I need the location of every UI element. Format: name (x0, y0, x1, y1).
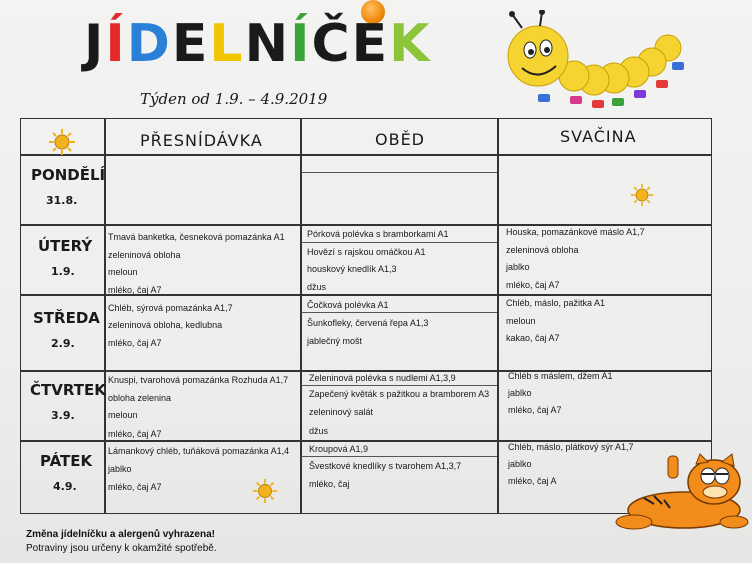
lunch-item: Čočková polévka A1 (307, 300, 389, 310)
title-letter: K (389, 14, 432, 74)
snack1-item: zeleninová obloha, kedlubna (108, 320, 223, 330)
lunch-item: zeleninový salát (309, 407, 374, 417)
day-date: 3.9. (51, 409, 75, 422)
title-letter: L (209, 14, 245, 74)
day-name: STŘEDA (33, 309, 100, 327)
header-lunch: OBĚD (375, 130, 425, 149)
lunch-item: jablečný mošt (307, 336, 363, 346)
day-name: ÚTERÝ (38, 237, 93, 255)
lunch-item: Zeleninová polévka s nudlemi A1,3,9 (309, 373, 456, 383)
title-letter: J (84, 14, 106, 74)
snack2-item: Chléb, máslo, pažitka A1 (506, 298, 606, 308)
sun-icon (252, 478, 278, 504)
snack1-item: obloha zelenina (108, 393, 172, 403)
title-letter: E (351, 14, 390, 74)
snack1-item: mléko, čaj A7 (108, 285, 162, 295)
snack1-item: mléko, čaj A7 (108, 429, 162, 439)
title-letter: D (126, 14, 172, 74)
disclaimer-line: Potraviny jsou určeny k okamžité spotřebě. (26, 543, 217, 554)
lunch-item: houskový knedlík A1,3 (307, 264, 397, 274)
snack1-item: Chléb, sýrová pomazánka A1,7 (108, 303, 233, 313)
day-name: PÁTEK (40, 452, 93, 470)
garfield-illustration (604, 452, 750, 532)
page-title (84, 14, 431, 74)
header-snack1: PŘESNÍDÁVKA (140, 131, 263, 150)
snack1-item: Knuspi, tvarohová pomazánka Rozhuda A1,7 (108, 375, 289, 385)
snack2-item: Chléb, máslo, plátkový sýr A1,7 (508, 442, 634, 452)
lunch-item: Hovězí s rajskou omáčkou A1 (307, 247, 426, 257)
lunch-item: Šunkofleky, červená řepa A1,3 (307, 318, 429, 328)
snack2-item: mléko, čaj A (508, 476, 557, 486)
snack2-item: jablko (508, 459, 532, 469)
lunch-item: Pórková polévka s bramborkami A1 (307, 229, 449, 239)
sun-icon (630, 183, 654, 207)
day-date: 4.9. (53, 480, 77, 493)
disclaimer-line: Změna jídelníčku a alergenů vyhrazena! (26, 529, 215, 540)
title-letter: Í (105, 14, 127, 74)
snack2-item: kakao, čaj A7 (506, 333, 560, 343)
snack2-item: Houska, pomazánkové máslo A1,7 (506, 227, 645, 237)
snack1-item: mléko, čaj A7 (108, 482, 162, 492)
snack1-item: meloun (108, 410, 138, 420)
snack2-item: meloun (506, 316, 536, 326)
sun-icon (48, 128, 76, 156)
snack1-item: jablko (108, 464, 132, 474)
day-name: PONDĚLÍ (31, 166, 106, 184)
snack1-item: Lámankový chléb, tuňáková pomazánka A1,4 (108, 446, 290, 456)
title-letter: Č (311, 14, 352, 74)
caterpillar-illustration (500, 10, 690, 115)
snack2-item: mléko, čaj A7 (506, 280, 560, 290)
title-letter: E (171, 14, 210, 74)
lunch-item: džus (309, 426, 329, 436)
header-snack2: SVAČINA (560, 127, 637, 146)
snack2-item: mléko, čaj A7 (508, 405, 562, 415)
title-letter: Í (290, 14, 312, 74)
snack2-item: jablko (508, 388, 532, 398)
day-date: 31.8. (46, 194, 78, 207)
day-date: 1.9. (51, 265, 75, 278)
snack2-item: zeleninová obloha (506, 245, 579, 255)
day-date: 2.9. (51, 337, 75, 350)
title-letter: N (244, 14, 291, 74)
snack1-item: zeleninová obloha (108, 250, 181, 260)
lunch-item: džus (307, 282, 327, 292)
snack2-item: Chléb s máslem, džem A1 (508, 371, 613, 381)
lunch-item: mléko, čaj (309, 479, 350, 489)
snack2-item: jablko (506, 262, 530, 272)
snack1-item: mléko, čaj A7 (108, 338, 162, 348)
lunch-item: Kroupová A1,9 (309, 444, 369, 454)
snack1-item: meloun (108, 267, 138, 277)
lunch-item: Švestkové knedlíky s tvarohem A1,3,7 (309, 461, 462, 471)
snack1-item: Tmavá banketka, česneková pomazánka A1 (108, 232, 285, 242)
day-name: ČTVRTEK (30, 381, 106, 399)
week-range: Týden od 1.9. – 4.9.2019 (140, 90, 328, 108)
lunch-item: Zapečený květák s pažitkou a bramborem A3 (309, 389, 490, 399)
